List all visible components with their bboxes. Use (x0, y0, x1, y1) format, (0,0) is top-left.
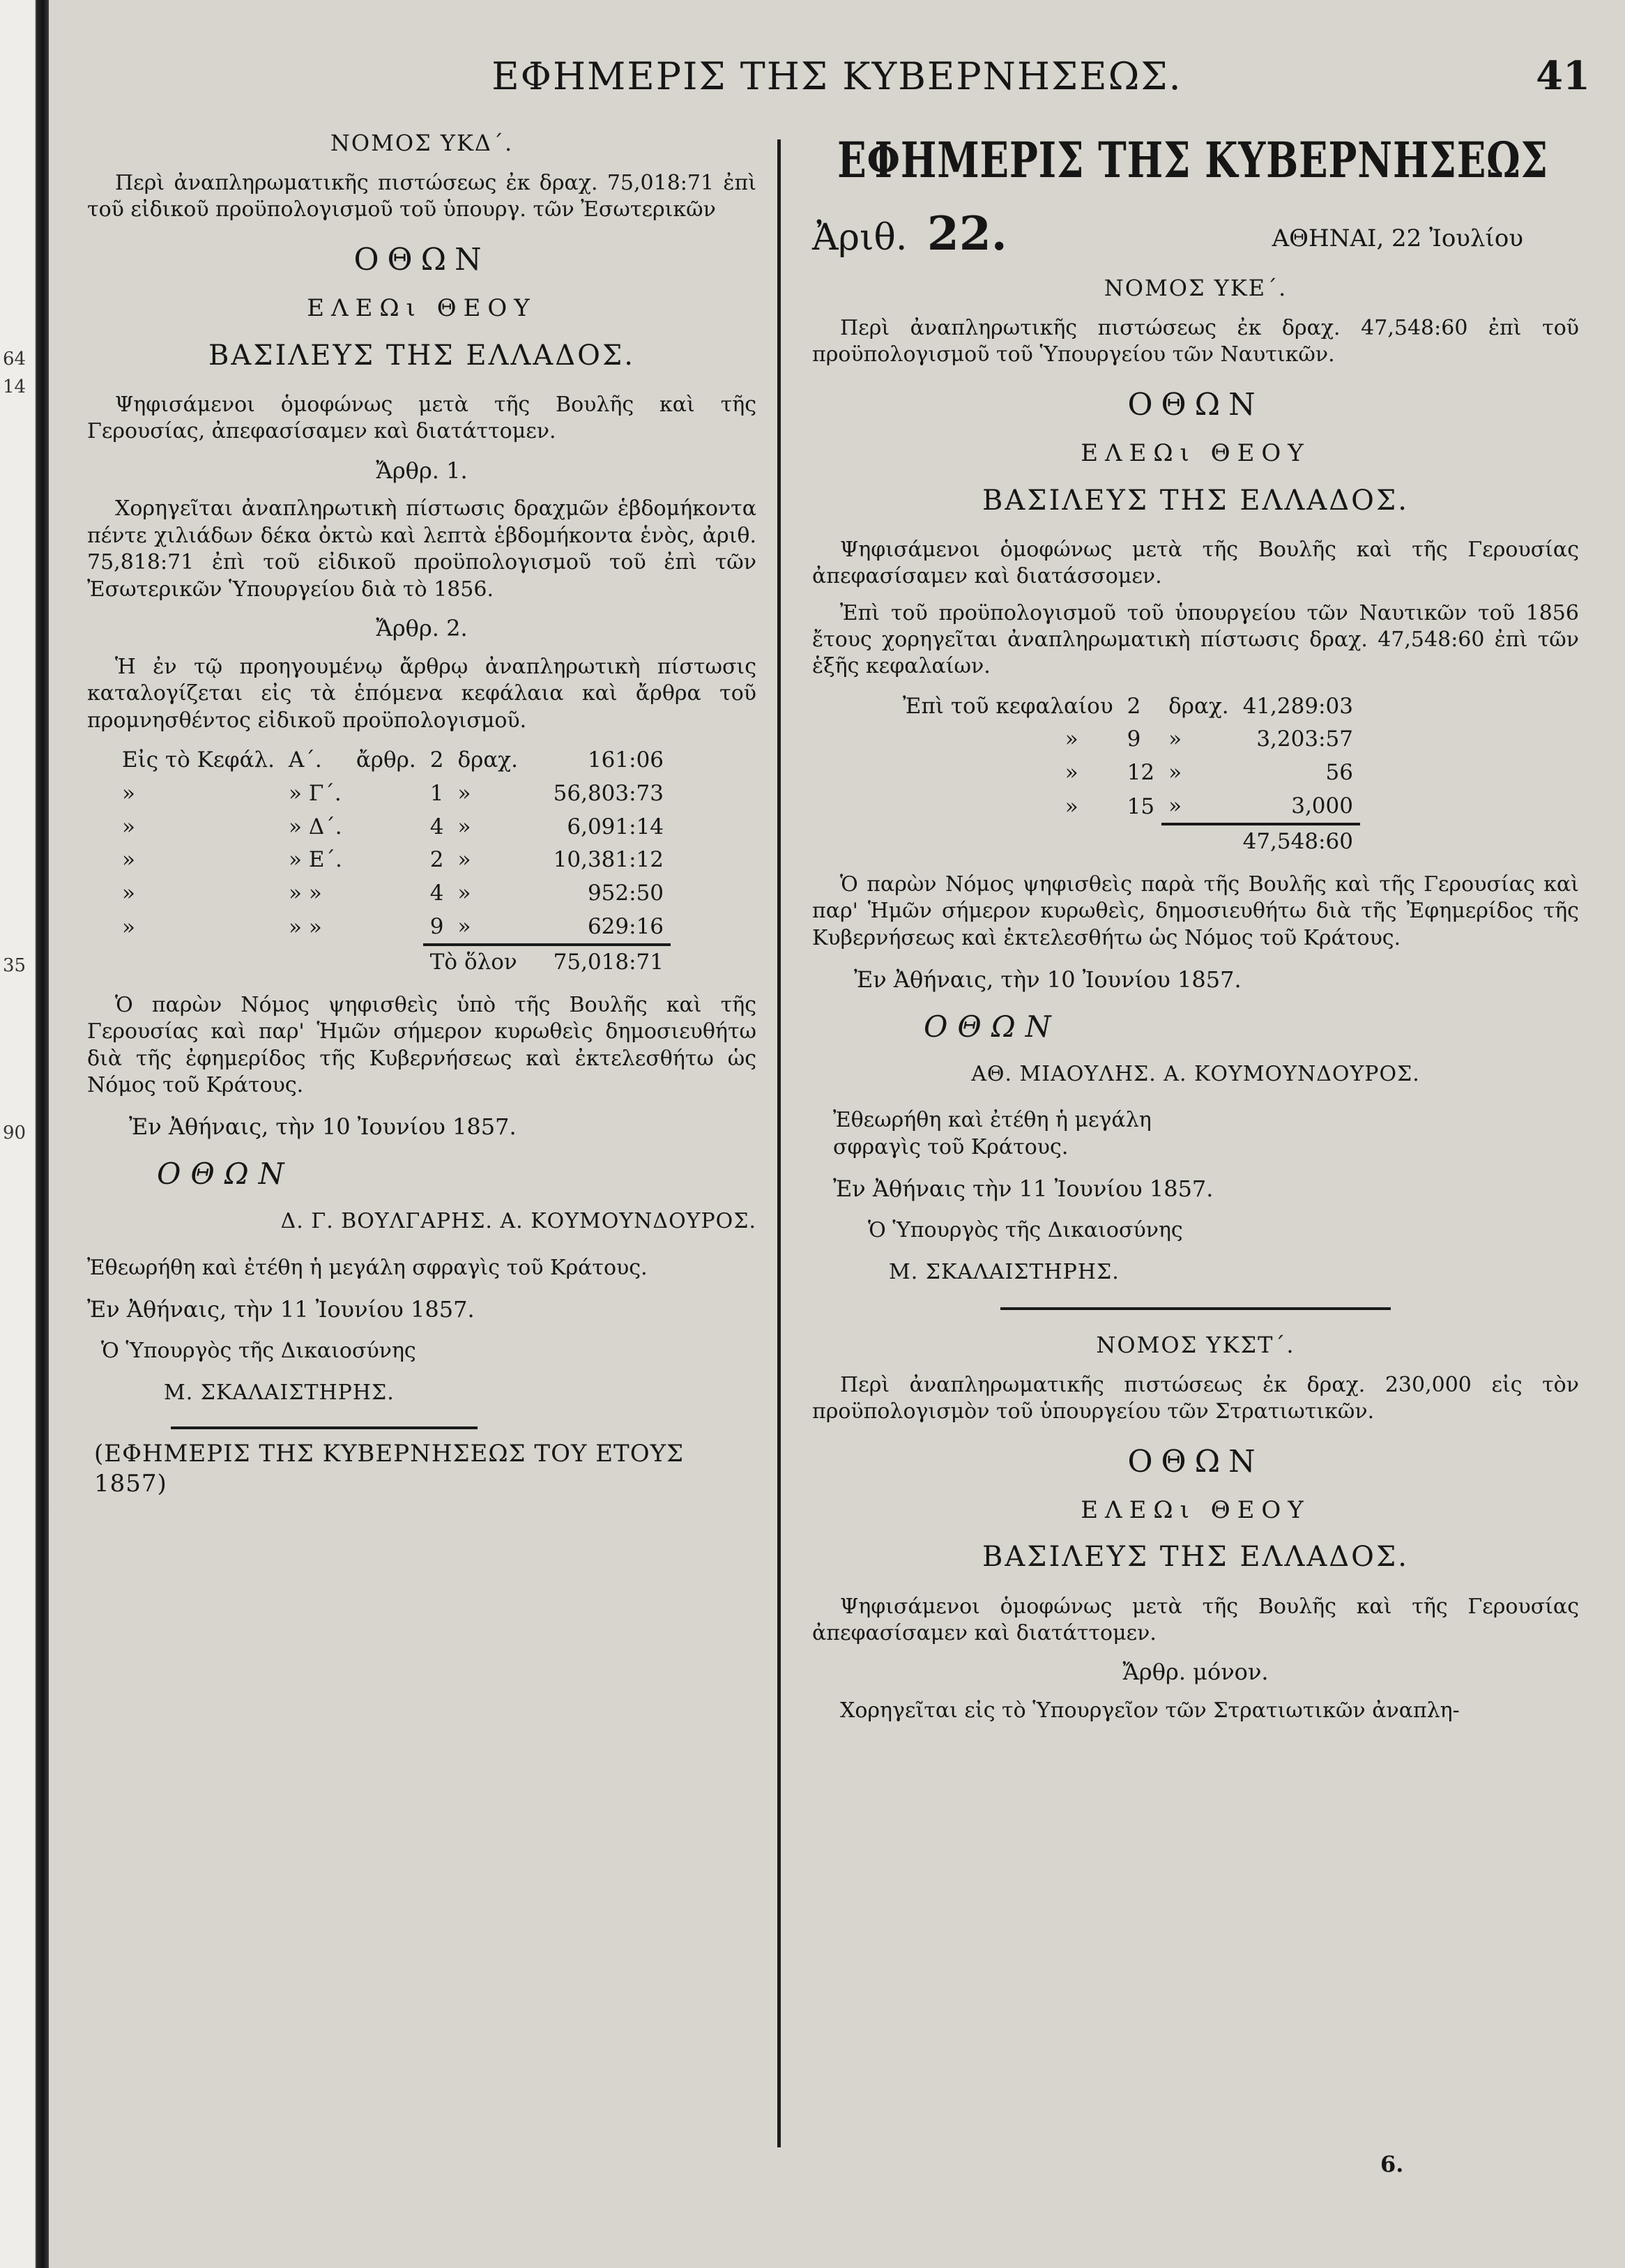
table-cell: 1 (429, 780, 444, 806)
table-cell (349, 811, 423, 844)
table-row (896, 756, 1360, 790)
table-cell: 2 (1127, 693, 1141, 719)
table-cell: » (122, 880, 135, 906)
margin-fragment: 14 (3, 376, 26, 397)
table-cell: ἄρθρ. (356, 747, 416, 773)
article-heading: Ἄρθρ. 2. (376, 615, 468, 642)
table-cell: » (457, 780, 471, 806)
table-cell: Α΄. (289, 747, 322, 773)
table-cell: » (122, 847, 135, 873)
table-row (115, 911, 671, 945)
table-cell (349, 911, 423, 945)
minister-title: Ὁ Ὑπουργὸς τῆς Δικαιοσύνης (868, 1218, 1183, 1243)
minister-name: Μ. ΣΚΑΛΑΙΣΤΗΡΗΣ. (889, 1260, 1120, 1285)
table-row (115, 844, 671, 877)
law-title: ΝΟΜΟΣ ΥΚΕ΄. (1104, 275, 1288, 301)
left-column (87, 129, 756, 1500)
table-row (896, 690, 1360, 724)
table-cell: 9 (1127, 726, 1141, 752)
table-row (896, 790, 1360, 825)
article-text: Ἡ ἐν τῷ προηγουμένῳ ἄρθρῳ ἀναπληρωτικὴ πίστωσις καταλογίζεται εἰς τὰ ἑπόμενα κεφάλαια καὶ ἄρθρα τοῦ προμνησθέντος εἰδικοῦ προϋπολογισμοῦ. (87, 655, 756, 733)
minister-title: Ὁ Ὑπουργὸς τῆς Δικαιοσύνης (101, 1338, 416, 1363)
table-cell: » (1065, 793, 1078, 819)
seal-note: Ἐθεωρήθη καὶ ἐτέθη ἡ μεγάλη σφραγὶς τοῦ Κράτους. (87, 1255, 648, 1280)
table-cell: 4 (429, 814, 444, 839)
total-amount: 75,018:71 (525, 945, 671, 980)
issue-number-block (812, 204, 1007, 263)
table-cell: » (457, 814, 471, 839)
table-cell: 9 (429, 913, 444, 939)
table-cell: 4 (429, 880, 444, 906)
enactment-date: Ἐν Ἀθήναις, τὴν 10 Ἰουνίου 1857. (129, 1113, 517, 1141)
table-amount: 6,091:14 (567, 814, 664, 839)
table-cell: » (1168, 760, 1182, 786)
table-row (896, 723, 1360, 756)
table-total-row (115, 945, 671, 980)
newspaper-page (49, 0, 1625, 2268)
king-name: ΟΘΩΝ (1127, 1443, 1264, 1479)
king-name: ΟΘΩΝ (1127, 386, 1264, 423)
table-amount: 10,381:12 (553, 847, 664, 873)
table-cell: » Δ΄. (289, 814, 342, 839)
total-amount: 47,548:60 (1161, 824, 1360, 859)
table-amount: 161:06 (587, 747, 664, 773)
table-row (115, 877, 671, 911)
table-cell: Εἰς τὸ Κεφάλ. (122, 747, 275, 773)
king-name: ΟΘΩΝ (353, 241, 490, 277)
table-amount: 629:16 (587, 913, 664, 939)
table-cell: » (122, 780, 135, 806)
total-label: Τὸ ὅλον (423, 945, 525, 980)
table-cell: » (1065, 760, 1078, 786)
table-row (115, 744, 671, 777)
masthead: ΕΦΗΜΕΡΙΣ ΤΗΣ ΚΥΒΕΡΝΗΣΕΩΣ (837, 131, 1548, 189)
issue-line (812, 197, 1579, 267)
minister-name: Μ. ΣΚΑΛΑΙΣΤΗΡΗΣ. (164, 1380, 395, 1406)
issue-date: ΑΘΗΝΑΙ, 22 Ἰουλίου (1272, 224, 1523, 252)
table-cell: » » (289, 880, 322, 906)
table-cell: » (122, 814, 135, 839)
table-cell: 2 (429, 847, 444, 873)
enactment-date: Ἐν Ἀθήναις, τὴν 10 Ἰουνίου 1857. (854, 966, 1242, 994)
seal-date: Ἐν Ἀθήναις, τὴν 11 Ἰουνίου 1857. (87, 1295, 475, 1323)
by-grace-of-god: ΕΛΕΩι ΘΕΟΥ (307, 294, 537, 323)
appropriation-table (115, 744, 671, 980)
running-header: ΕΦΗΜΕΡΙΣ ΤΗΣ ΚΥΒΕΡΝΗΣΕΩΣ. (491, 54, 1182, 98)
table-cell: » Ε΄. (289, 847, 342, 873)
table-cell: 2 (429, 747, 444, 773)
footer-rule (171, 1426, 478, 1429)
closing-clause: Ὁ παρὼν Νόμος ψηφισθεὶς παρὰ τῆς Βουλῆς καὶ τῆς Γερουσίας καὶ παρ' Ἡμῶν σήμερον κυρωθεὶς, δημοσιευθήτω διὰ τῆς Ἐφημερίδος τῆς Κυβερνήσεως καὶ ἐκτελεσθήτω ὡς Νόμος τοῦ Κράτους. (812, 872, 1579, 950)
table-cell: » (1168, 726, 1182, 752)
table-cell: 15 (1127, 793, 1155, 819)
article-text: Χορηγεῖται ἀναπληρωτικὴ πίστωσις δραχμῶν ἑβδομήκοντα πέντε χιλιάδων δέκα ὀκτὼ καὶ λεπτὰ ἑβδομήκοντα ἑνὸς, ἀριθ. 75,818:71 ἐπὶ τοῦ εἰδικοῦ προϋπολογισμοῦ τοῦ ἐπὶ τῶν Ἐσωτερικῶν Ὑπουργείου διὰ τὸ 1856. (87, 496, 756, 602)
king-of-greece: ΒΑΣΙΛΕΥΣ ΤΗΣ ΕΛΛΑΔΟΣ. (982, 1541, 1409, 1574)
minister-signatures: Δ. Γ. ΒΟΥΛΓΑΡΗΣ. Α. ΚΟΥΜΟΥΝΔΟΥΡΟΣ. (280, 1209, 756, 1234)
table-cell: Ἐπὶ τοῦ κεφαλαίου (903, 693, 1113, 719)
table-amount: 3,203:57 (1256, 726, 1353, 752)
table-cell (349, 877, 423, 911)
table-cell: » (457, 913, 471, 939)
preamble: Ψηφισάμενοι ὁμοφώνως μετὰ τῆς Βουλῆς καὶ τῆς Γερουσίας ἀπεφασίσαμεν καὶ διατάττομεν. (812, 1594, 1579, 1645)
right-column (812, 129, 1579, 1735)
preamble: Ψηφισάμενοι ὁμοφώνως μετὰ τῆς Βουλῆς καὶ τῆς Γερουσίας ἀπεφασίσαμεν καὶ διατάσσομεν. (812, 537, 1579, 589)
table-amount: 56 (1325, 760, 1353, 786)
margin-fragment: 35 (3, 955, 26, 976)
table-cell: » (457, 847, 471, 873)
minister-signatures: ΑΘ. ΜΙΑΟΥΛΗΣ. Α. ΚΟΥΜΟΥΝΔΟΥΡΟΣ. (971, 1061, 1420, 1086)
table-cell (349, 844, 423, 877)
seal-note: Ἐθεωρήθη καὶ ἐτέθη ἡ μεγάλη σφραγὶς τοῦ Κράτους. (833, 1108, 1152, 1159)
law-body: Ἐπὶ τοῦ προϋπολογισμοῦ τοῦ ὑπουργείου τῶν Ναυτικῶν τοῦ 1856 ἔτους χορηγεῖται ἀναπληρωματικὴ πίστωσις δραχ. 47,548:60 ἐπὶ τῶν ἑξῆς κεφαλαίων. (812, 600, 1579, 679)
king-signature: ΟΘΩΝ (924, 1010, 1061, 1044)
article-heading: Ἄρθρ. μόνον. (1122, 1659, 1269, 1686)
table-cell: δραχ. (1168, 693, 1229, 719)
table-cell (349, 777, 423, 811)
table-cell: » (122, 914, 135, 940)
table-cell: 12 (1127, 760, 1155, 786)
binding-strip (0, 0, 49, 2268)
folio-mark: 6. (1380, 2151, 1404, 2177)
table-cell: » Γ΄. (289, 780, 342, 806)
law-subject: Περὶ ἀναπληρωματικῆς πιστώσεως ἐκ δραχ. 230,000 εἰς τὸν προϋπολογισμὸν τοῦ ὑπουργείου τῶν Στρατιωτικῶν. (812, 1372, 1579, 1424)
table-row (115, 777, 671, 811)
seal-date: Ἐν Ἀθήναις τὴν 11 Ἰουνίου 1857. (833, 1175, 1214, 1203)
table-amount: 3,000 (1291, 793, 1353, 819)
footer-caption: (ΕΦΗΜΕΡΙΣ ΤΗΣ ΚΥΒΕΡΝΗΣΕΩΣ ΤΟΥ ΕΤΟΥΣ 1857) (94, 1439, 685, 1498)
law-subject: Περὶ ἀναπληρωτικῆς πιστώσεως ἐκ δραχ. 47,548:60 ἐπὶ τοῦ προϋπολογισμοῦ τοῦ Ὑπουργείου τῶν Ναυτικῶν. (812, 315, 1579, 367)
king-of-greece: ΒΑΣΙΛΕΥΣ ΤΗΣ ΕΛΛΑΔΟΣ. (982, 484, 1409, 517)
appropriation-table (896, 690, 1360, 859)
page-number: 41 (1536, 53, 1590, 99)
law-body: Χορηγεῖται εἰς τὸ Ὑπουργεῖον τῶν Στρατιωτικῶν ἀναπλη- (840, 1698, 1460, 1723)
article-heading: Ἄρθρ. 1. (376, 457, 468, 484)
law-subject: Περὶ ἀναπληρωματικῆς πιστώσεως ἐκ δραχ. 75,018:71 ἐπὶ τοῦ εἰδικοῦ προϋπολογισμοῦ τοῦ ὑπουργ. τῶν Ἐσωτερικῶν (87, 170, 756, 222)
table-cell: » (1065, 726, 1078, 752)
closing-clause: Ὁ παρὼν Νόμος ψηφισθεὶς ὑπὸ τῆς Βουλῆς καὶ τῆς Γερουσίας καὶ παρ' Ἡμῶν σήμερον κυρωθεὶς δημοσιευθήτω διὰ τῆς ἐφημερίδος τῆς Κυβερνήσεως καὶ ἐκτελεσθήτω ὡς Νόμος τοῦ Κράτους. (87, 992, 756, 1098)
table-amount: 41,289:03 (1242, 693, 1353, 719)
table-cell: δραχ. (457, 747, 518, 773)
table-amount: 56,803:73 (553, 780, 664, 806)
issue-number: 22. (926, 206, 1007, 261)
king-signature: ΟΘΩΝ (157, 1157, 294, 1192)
table-row (115, 811, 671, 844)
column-rule (777, 139, 781, 2147)
by-grace-of-god: ΕΛΕΩι ΘΕΟΥ (1081, 1495, 1311, 1524)
margin-fragment: 64 (3, 349, 26, 370)
table-total-row (896, 824, 1360, 859)
king-of-greece: ΒΑΣΙΛΕΥΣ ΤΗΣ ΕΛΛΑΔΟΣ. (208, 339, 635, 372)
issue-label: Ἀριθ. (812, 217, 908, 259)
section-rule (1000, 1307, 1391, 1310)
table-cell: » (1168, 793, 1182, 819)
law-title: ΝΟΜΟΣ ΥΚΣΤ΄. (1096, 1331, 1295, 1358)
table-amount: 952:50 (587, 880, 664, 906)
table-cell: » (457, 880, 471, 906)
margin-fragment: 90 (3, 1122, 26, 1143)
preamble: Ψηφισάμενοι ὁμοφώνως μετὰ τῆς Βουλῆς καὶ τῆς Γερουσίας, ἀπεφασίσαμεν καὶ διατάττομεν. (87, 392, 756, 444)
law-title: ΝΟΜΟΣ ΥΚΔ΄. (330, 130, 514, 156)
table-cell: » » (289, 914, 322, 940)
by-grace-of-god: ΕΛΕΩι ΘΕΟΥ (1081, 439, 1311, 468)
